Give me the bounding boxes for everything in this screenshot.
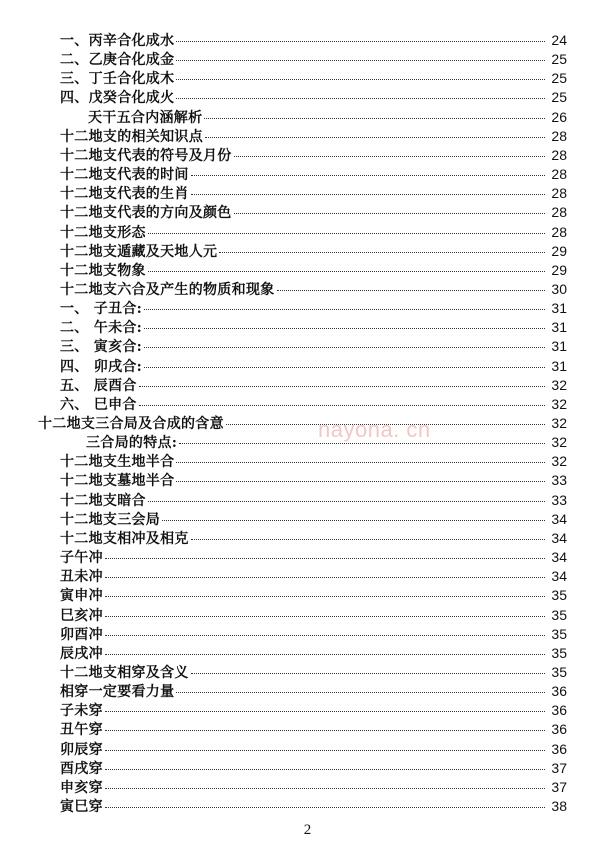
dot-leader [105, 616, 545, 617]
toc-entry-page: 31 [551, 338, 567, 355]
dot-leader [191, 673, 545, 674]
toc-entry-page: 32 [551, 376, 567, 393]
toc-entry-page: 34 [551, 549, 567, 566]
toc-entry [0, 585, 615, 605]
toc-entry-title: 丑午穿 [60, 722, 103, 739]
dot-leader [105, 711, 545, 712]
toc-entry-title: 十二地支代表的时间 [60, 167, 189, 184]
toc-entry [0, 777, 615, 797]
toc-entry [0, 87, 615, 107]
toc-entry-title: 十二地支相冲及相克 [60, 530, 189, 547]
dot-leader [234, 213, 545, 214]
toc-entry [0, 605, 615, 625]
dot-leader [105, 807, 545, 808]
dot-leader [105, 635, 545, 636]
toc-entry-page: 25 [551, 51, 567, 68]
toc-entry [0, 624, 615, 644]
toc-entry [0, 260, 615, 280]
toc-entry-title: 十二地支暗合 [60, 492, 146, 509]
dot-leader [144, 367, 545, 368]
toc-entry [0, 528, 615, 548]
toc-entry [0, 451, 615, 471]
toc-entry-title: 巳亥冲 [60, 607, 103, 624]
dot-leader [105, 654, 545, 655]
toc-entry-page: 35 [551, 625, 567, 642]
dot-leader [105, 750, 545, 751]
toc-entry [0, 298, 615, 318]
toc-entry [0, 164, 615, 184]
toc-entry-page: 34 [551, 510, 567, 527]
toc-entry-page: 34 [551, 568, 567, 585]
toc-entry [0, 30, 615, 50]
toc-entry [0, 470, 615, 490]
toc-entry-page: 38 [551, 798, 567, 814]
toc-entry-title: 子未穿 [60, 703, 103, 720]
dot-leader [139, 405, 545, 406]
toc-entry-page: 28 [551, 146, 567, 163]
toc-entry-page: 34 [551, 529, 567, 546]
toc-entry-title: 寅巳穿 [60, 799, 103, 815]
toc-entry-title: 卯辰穿 [60, 741, 103, 758]
dot-leader [191, 194, 545, 195]
dot-leader [148, 271, 545, 272]
toc-entry-page: 31 [551, 357, 567, 374]
dot-leader [176, 481, 545, 482]
toc-entry [0, 413, 615, 433]
toc-entry-title: 申亥穿 [60, 779, 103, 796]
toc-entry [0, 739, 615, 759]
toc-entry [0, 796, 615, 816]
toc-entry-title: 十二地支形态 [60, 224, 146, 241]
toc-entry-page: 37 [551, 778, 567, 795]
watermark: nayona. cn [318, 417, 431, 442]
toc-entry [0, 336, 615, 356]
toc-entry-page: 28 [551, 185, 567, 202]
dot-leader [162, 520, 545, 521]
toc-entry-title: 六、 巳申合 [60, 396, 137, 413]
toc-entry-page: 29 [551, 242, 567, 259]
dot-leader [176, 462, 545, 463]
toc-entry-page: 32 [551, 453, 567, 470]
toc-entry-title: 卯酉冲 [60, 626, 103, 643]
toc-entry-title: 寅申冲 [60, 588, 103, 605]
toc-entry-title: 十二地支代表的符号及月份 [60, 147, 232, 164]
toc-entry [0, 68, 615, 88]
toc-entry [0, 356, 615, 376]
toc-entry-page: 31 [551, 319, 567, 336]
toc-entry-title: 四、戊癸合化成火 [60, 90, 175, 107]
toc-entry-page: 32 [551, 415, 567, 431]
toc-entry-page: 30 [551, 280, 567, 297]
toc-entry [0, 394, 615, 414]
toc-entry-title: 三、 寅亥合: [60, 339, 143, 356]
toc-entry-page: 28 [551, 166, 567, 183]
toc-entry-title: 十二地支代表的方向及颜色 [60, 205, 232, 222]
toc-entry [0, 547, 615, 567]
dot-leader [144, 328, 545, 329]
dot-leader [144, 309, 545, 310]
dot-leader [176, 79, 545, 80]
toc-entry-page: 32 [551, 434, 567, 451]
toc-entry [0, 758, 615, 778]
dot-leader [105, 730, 545, 731]
toc-entry [0, 241, 615, 261]
dot-leader [191, 539, 545, 540]
dot-leader [148, 233, 545, 234]
toc-entry [0, 681, 615, 701]
dot-leader [105, 577, 545, 578]
toc-entry-title: 相穿一定要看力量 [60, 684, 175, 701]
toc-entry [0, 375, 615, 395]
toc-entry [0, 662, 615, 682]
dot-leader [139, 386, 545, 387]
toc-entry [0, 509, 615, 529]
page-number: 2 [303, 822, 312, 838]
toc-entry-title: 三、丁壬合化成木 [60, 71, 175, 88]
toc-entry-title: 天干五合内涵解析 [88, 109, 203, 126]
toc-entry-title: 五、 辰酉合 [60, 377, 137, 394]
toc-entry-page: 36 [551, 702, 567, 719]
toc-entry [0, 183, 615, 203]
dot-leader [277, 290, 546, 291]
toc-entry-page: 36 [551, 721, 567, 738]
toc-entry-page: 35 [551, 587, 567, 604]
dot-leader [176, 692, 545, 693]
toc-entry-page: 33 [551, 472, 567, 489]
toc-entry-title: 辰戌冲 [60, 645, 103, 662]
toc-entry-title: 十二地支墓地半合 [60, 473, 175, 490]
toc-entry-page: 36 [551, 683, 567, 700]
toc-entry [0, 145, 615, 165]
toc-entry-page: 28 [551, 223, 567, 240]
toc-entry-page: 36 [551, 740, 567, 757]
dot-leader [105, 769, 545, 770]
toc-entry [0, 643, 615, 663]
toc-entry [0, 49, 615, 69]
toc-entry-title: 十二地支遁藏及天地人元 [60, 243, 218, 260]
toc-entry-title: 十二地支六合及产生的物质和现象 [60, 281, 275, 298]
toc-entry-title: 三合局的特点: [86, 435, 178, 452]
toc-entry-page: 37 [551, 759, 567, 776]
toc-entry-title: 十二地支生地半合 [60, 454, 175, 471]
dot-leader [179, 443, 545, 444]
toc-entry [0, 107, 615, 127]
toc-entry-page: 32 [551, 395, 567, 412]
toc-entry-page: 28 [551, 127, 567, 144]
dot-leader [226, 424, 545, 425]
toc-entry-title: 四、 卯戌合: [60, 358, 143, 375]
dot-leader [176, 41, 545, 42]
toc-entry-title: 二、乙庚合化成金 [60, 52, 175, 69]
dot-leader [219, 252, 545, 253]
toc-entry-title: 十二地支相穿及含义 [60, 664, 189, 681]
toc-entry-title: 二、 午未合: [60, 320, 143, 337]
toc-entry [0, 432, 615, 452]
dot-leader [176, 98, 545, 99]
toc-entry-page: 33 [551, 491, 567, 508]
toc-entry [0, 700, 615, 720]
toc-entry-title: 十二地支三会局 [60, 511, 161, 528]
toc-entry-page: 29 [551, 261, 567, 278]
toc-entry-title: 十二地支的相关知识点 [60, 128, 203, 145]
toc-entry-page: 35 [551, 606, 567, 623]
toc-entry-page: 26 [551, 108, 567, 125]
toc-entry-page: 35 [551, 663, 567, 680]
dot-leader [176, 60, 545, 61]
toc-entry-title: 丑未冲 [60, 569, 103, 586]
dot-leader [205, 137, 545, 138]
toc-entry [0, 202, 615, 222]
toc-entry-title: 十二地支代表的生肖 [60, 186, 189, 203]
toc-entry-page: 35 [551, 644, 567, 661]
toc-entry-title: 十二地支三合局及合成的含意 [38, 416, 224, 432]
toc-entry [0, 222, 615, 242]
toc-entry-page: 25 [551, 70, 567, 87]
toc-entry [0, 490, 615, 510]
toc-entry-title: 酉戌穿 [60, 760, 103, 777]
dot-leader [148, 501, 545, 502]
toc-entry-page: 25 [551, 89, 567, 106]
toc-entry [0, 317, 615, 337]
dot-leader [234, 156, 545, 157]
toc-entry [0, 126, 615, 146]
toc-entry-page: 24 [551, 32, 567, 48]
dot-leader [191, 175, 545, 176]
toc-entry [0, 719, 615, 739]
dot-leader [144, 347, 545, 348]
dot-leader [105, 596, 545, 597]
toc-entry [0, 566, 615, 586]
dot-leader [105, 788, 545, 789]
toc-entry-title: 十二地支物象 [60, 262, 146, 279]
toc-entry-title: 一、丙辛合化成水 [60, 33, 175, 49]
toc-entry [0, 279, 615, 299]
toc-entry-title: 一、 子丑合: [60, 301, 143, 318]
dot-leader [204, 118, 545, 119]
toc-entry-page: 28 [551, 204, 567, 221]
toc-entry-title: 子午冲 [60, 550, 103, 567]
toc-entry-page: 31 [551, 300, 567, 317]
dot-leader [105, 558, 545, 559]
